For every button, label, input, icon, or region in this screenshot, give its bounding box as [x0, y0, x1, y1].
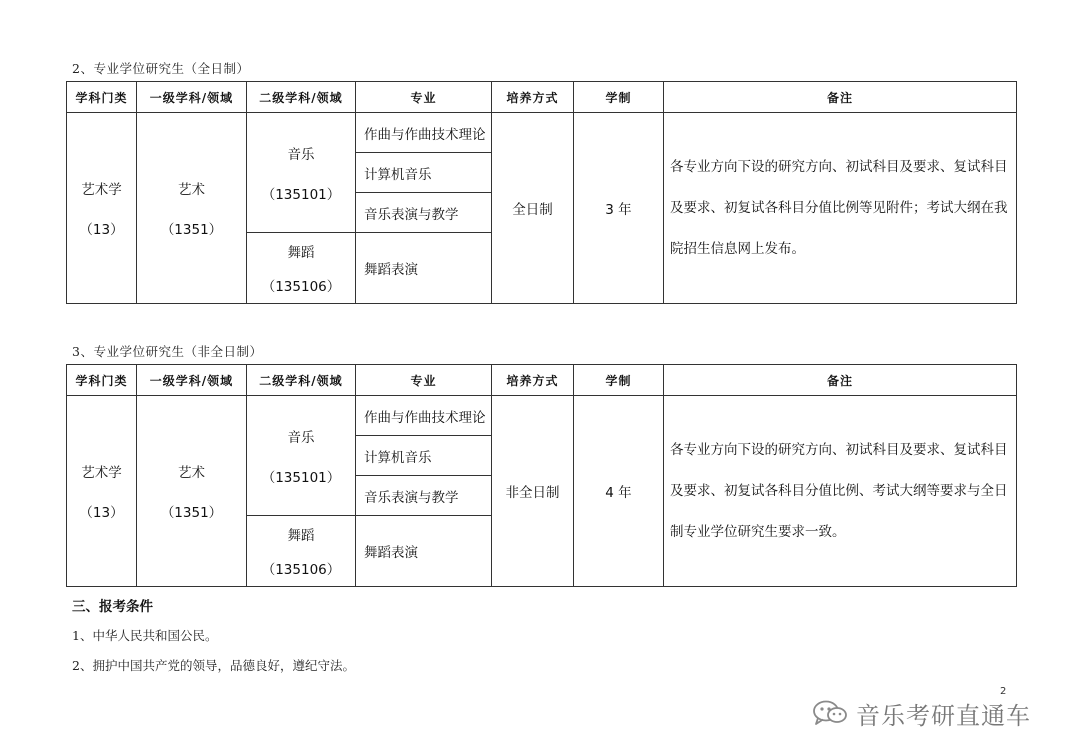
major-cell: 作曲与作曲技术理论 — [356, 396, 492, 436]
note-line: 制专业学位研究生要求一致。 — [670, 523, 846, 540]
first-level-cell — [137, 396, 247, 587]
header-note: 备注 — [664, 82, 1017, 113]
page-number: 2 — [1000, 686, 1007, 697]
header-major: 专业 — [356, 82, 492, 113]
mode-cell: 全日制 — [492, 113, 574, 304]
first-level-cell — [137, 113, 247, 304]
note-line: 各专业方向下设的研究方向、初试科目及要求、复试科目 — [670, 158, 1008, 175]
second-level-name: 舞蹈 — [287, 528, 315, 544]
section3-caption: 3、专业学位研究生（非全日制） — [72, 344, 263, 359]
header-second-level: 二级学科/领域 — [247, 365, 356, 396]
duration-cell: 3 年 — [574, 113, 664, 304]
category-name: 艺术学 — [81, 182, 122, 198]
table-row — [67, 113, 1017, 153]
second-level-code: （135106） — [261, 279, 341, 295]
header-mode: 培养方式 — [492, 82, 574, 113]
table-row — [67, 396, 1017, 436]
category-name: 艺术学 — [81, 465, 122, 481]
header-duration: 学制 — [574, 365, 664, 396]
header-mode: 培养方式 — [492, 365, 574, 396]
watermark-text: 音乐考研直通车 — [856, 701, 1031, 730]
note-line: 及要求、初复试各科目分值比例、考试大纲等要求与全日 — [670, 482, 1008, 499]
category-cell — [67, 396, 137, 587]
header-first-level: 一级学科/领域 — [137, 365, 247, 396]
second-level-cell-dance — [247, 233, 356, 304]
section-title: 三、报考条件 — [72, 599, 153, 615]
major-cell: 作曲与作曲技术理论 — [356, 113, 492, 153]
wechat-icon — [812, 699, 848, 727]
header-duration: 学制 — [574, 82, 664, 113]
header-second-level: 二级学科/领域 — [247, 82, 356, 113]
major-cell: 音乐表演与教学 — [356, 476, 492, 516]
duration-cell: 4 年 — [574, 396, 664, 587]
major-cell: 舞蹈表演 — [356, 516, 492, 587]
note-line: 各专业方向下设的研究方向、初试科目及要求、复试科目 — [670, 441, 1008, 458]
second-level-cell-music — [247, 113, 356, 233]
table-header-row — [67, 82, 1017, 113]
category-code: （13） — [79, 222, 124, 238]
second-level-code: （135101） — [261, 469, 341, 486]
fulltime-table — [66, 81, 1017, 304]
second-level-name: 音乐 — [287, 429, 315, 446]
major-cell: 音乐表演与教学 — [356, 193, 492, 233]
note-cell — [664, 396, 1017, 587]
second-level-cell-dance — [247, 516, 356, 587]
first-level-code: （1351） — [160, 222, 223, 238]
second-level-name: 舞蹈 — [287, 245, 315, 261]
watermark — [812, 697, 1031, 729]
parttime-table — [66, 364, 1017, 587]
header-category: 学科门类 — [67, 365, 137, 396]
major-cell: 计算机音乐 — [356, 436, 492, 476]
section2-caption: 2、专业学位研究生（全日制） — [72, 61, 250, 76]
header-first-level: 一级学科/领域 — [137, 82, 247, 113]
note-line: 院招生信息网上发布。 — [670, 240, 805, 257]
header-major: 专业 — [356, 365, 492, 396]
second-level-code: （135106） — [261, 562, 341, 578]
category-cell — [67, 113, 137, 304]
first-level-code: （1351） — [160, 505, 223, 521]
first-level-name: 艺术 — [178, 465, 205, 481]
note-cell — [664, 113, 1017, 304]
mode-cell: 非全日制 — [492, 396, 574, 587]
header-note: 备注 — [664, 365, 1017, 396]
second-level-name: 音乐 — [287, 146, 315, 163]
major-cell: 舞蹈表演 — [356, 233, 492, 304]
second-level-cell-music — [247, 396, 356, 516]
category-code: （13） — [79, 505, 124, 521]
paragraph: 2、拥护中国共产党的领导，品德良好，遵纪守法。 — [72, 658, 355, 673]
paragraph: 1、中华人民共和国公民。 — [72, 628, 218, 643]
first-level-name: 艺术 — [178, 182, 205, 198]
second-level-code: （135101） — [261, 186, 341, 203]
major-cell: 计算机音乐 — [356, 153, 492, 193]
header-category: 学科门类 — [67, 82, 137, 113]
note-line: 及要求、初复试各科目分值比例等见附件；考试大纲在我 — [670, 199, 1008, 216]
table-header-row — [67, 365, 1017, 396]
